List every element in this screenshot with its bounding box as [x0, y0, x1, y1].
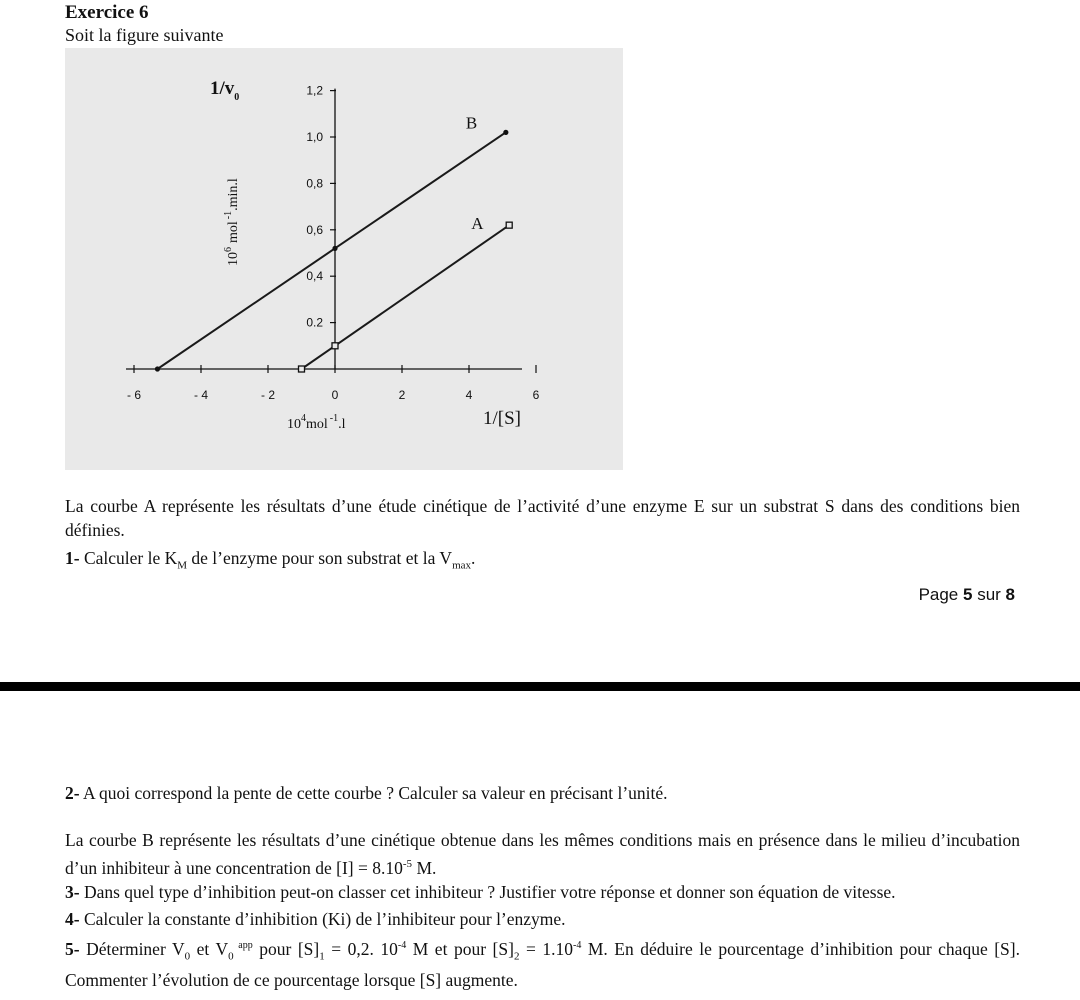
y-axis-units — [223, 178, 241, 266]
y-tick-label: 0,4 — [306, 269, 323, 284]
x-tick-label: 4 — [465, 388, 473, 402]
y-axis-title: $1/v_0$ — [210, 78, 240, 103]
y-tick-label: 1,2 — [306, 83, 323, 98]
x-tick-label: - 4 — [193, 388, 209, 402]
question-4: 4- Calculer la constante d’inhibition (Ki) de l’inhibiteur pour l’enzyme. — [65, 909, 566, 929]
page-number: Page 5 sur 8 — [918, 585, 1015, 604]
x-tick-label: 2 — [398, 388, 406, 402]
intro-paragraph-a: La courbe A représente les résultats d’une étude cinétique de l’activité d’une enzyme E sur un substrat S dans des conditions bien définies. — [65, 496, 1020, 540]
series-label-b: B — [465, 113, 478, 133]
x-tick-label: 0 — [331, 388, 339, 402]
exercise-subtitle: Soit la figure suivante — [65, 25, 224, 45]
x-axis-title: 1/[S] — [483, 408, 521, 429]
question-2: 2- A quoi correspond la pente de cette courbe ? Calculer sa valeur en précisant l’unité. — [65, 783, 668, 803]
x-tick-label: - 2 — [260, 388, 276, 402]
figure-background — [65, 48, 623, 470]
series-b-point — [332, 246, 337, 251]
series-b-point — [503, 130, 508, 135]
intro-paragraph-b: La courbe B représente les résultats d’une cinétique obtenue dans les mêmes conditions mais en présence dans le milieu d’incubation d’un inhibiteur à une concentration de $[I] = 8.10^{-5}$ M. — [65, 830, 1020, 878]
question-3: 3- Dans quel type d’inhibition peut-on classer cet inhibiteur ? Justifier votre réponse et donner son équation de vitesse. — [65, 882, 896, 902]
question-1: 1- Calculer le $K_M$ de l’enzyme pour son substrat et la $V_{max}$. — [65, 548, 476, 572]
series-a-point — [299, 366, 305, 372]
svg-text:106mol-1.min.l: $10^6mol^{-1}.\min.l$ — [223, 178, 241, 266]
y-tick-label: 0,8 — [306, 176, 323, 191]
y-tick-label: 1,0 — [306, 130, 323, 144]
series-a-point — [332, 343, 338, 349]
series-label-a: A — [471, 214, 484, 234]
y-tick-label: 0.2 — [306, 315, 323, 330]
question-5: 5- Déterminer $V_0$ et $V_0$ $^{app}$ pour $[S]_1 = 0,2$. $10^{-4}$ M et pour $[S]_2 = 1.10^{-4}$ M. En déduire le pourcentage d’inhibition pour chaque [S]. Commenter l’évolution de ce pourcentage lorsque [S] augmente. — [65, 938, 1020, 991]
x-tick-label: 6 — [532, 388, 540, 402]
lineweaver-burk-figure — [65, 48, 623, 470]
series-b-point — [155, 366, 160, 371]
y-tick-label: 0,6 — [306, 222, 323, 237]
x-axis-units: $10^4mol$ $^{-1}$.l — [287, 413, 346, 432]
x-tick-label: - 6 — [126, 388, 142, 402]
series-a-point — [506, 222, 512, 228]
page-divider — [0, 682, 1080, 691]
exercise-title: Exercice 6 — [65, 2, 149, 23]
